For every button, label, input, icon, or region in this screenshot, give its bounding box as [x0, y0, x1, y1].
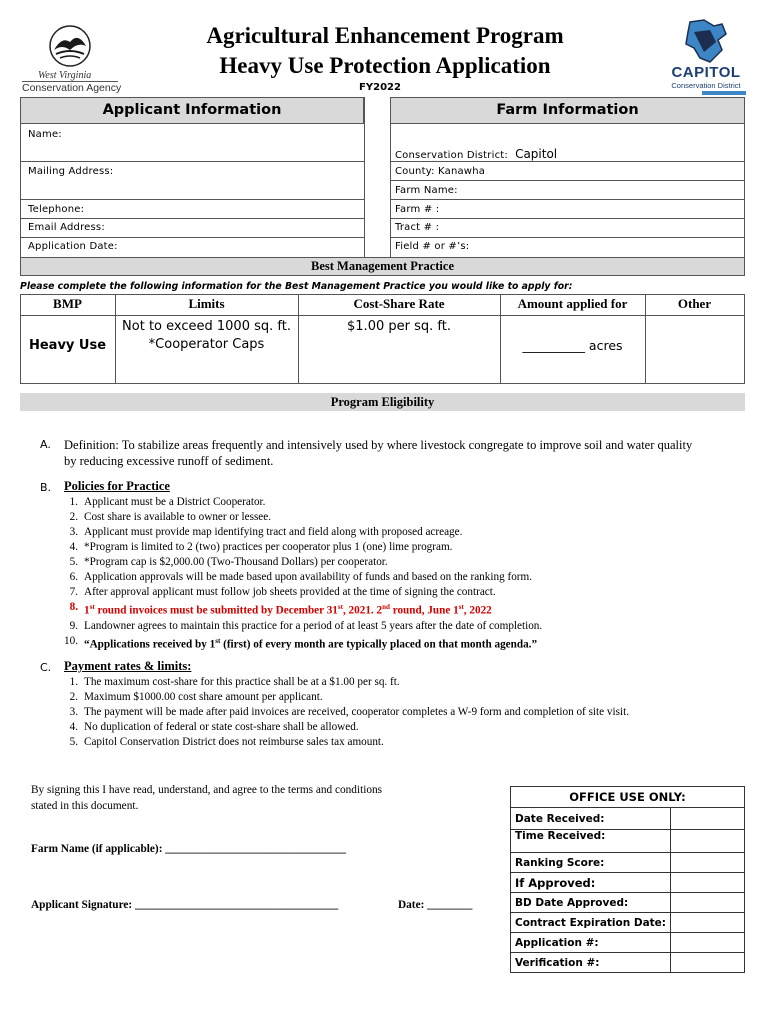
bmp-table-bottom [20, 383, 745, 384]
title-line-1: Agricultural Enhancement Program [206, 23, 564, 48]
grid-rule [20, 237, 365, 238]
application-date-label: Application Date: [28, 241, 118, 252]
policies-heading: Policies for Practice [64, 479, 170, 493]
bmp-table-header-rule [20, 315, 745, 316]
office-use-heading: OFFICE USE ONLY: [511, 787, 745, 808]
grid-border-left [20, 97, 21, 258]
bmp-row-rate: $1.00 per sq. ft. [347, 319, 451, 334]
payment-item: 3. The payment will be made after paid invoices are received, cooperator completes a W-9 form and completion of site visit. [69, 706, 629, 718]
office-row [511, 873, 745, 893]
wvca-logo-line2: Conservation Agency [22, 82, 122, 94]
field-number-label: Field # or #’s: [395, 241, 470, 252]
agreement-line-2: stated in this document. [31, 800, 139, 812]
grid-rule [390, 180, 745, 181]
office-row-label: If Approved: [511, 873, 671, 893]
wvca-emblem-icon [20, 22, 120, 74]
definition-line-1: Definition: To stabilize areas frequently and intensively used by where livestock congregate to improve soil and water quality [64, 438, 693, 452]
capitol-map-icon [664, 18, 748, 66]
conservation-district-value: Capitol [515, 147, 558, 161]
capitol-logo-line2: Conservation District [671, 81, 741, 90]
applicant-signature-field[interactable]: Applicant Signature: ____________________________________ [31, 899, 339, 911]
col-header-bmp: BMP [53, 296, 82, 311]
office-row-value[interactable] [671, 830, 745, 853]
office-row-label: Ranking Score: [511, 853, 671, 873]
office-row-label: Time Received: [511, 830, 671, 853]
payment-item: 1. The maximum cost-share for this practice shall be at a $1.00 per sq. ft. [69, 676, 400, 688]
bmp-row-practice: Heavy Use [28, 338, 107, 353]
fiscal-year: FY2022 [359, 82, 401, 93]
farm-number-label: Farm # : [395, 204, 440, 215]
office-row [511, 893, 745, 913]
office-row [511, 830, 745, 853]
policies-letter: B. [40, 481, 52, 494]
policy-item: 5. *Program cap is $2,000.00 (Two-Thousand Dollars) per cooperator. [69, 556, 388, 568]
col-header-other: Other [677, 296, 712, 311]
office-row-value[interactable] [671, 953, 745, 973]
policy-item: 6. Application approvals will be made based upon availability of funds and based on the ranking form. [69, 571, 533, 583]
grid-rule [390, 218, 745, 219]
policy-item: 3. Applicant must provide map identifying tract and field along with proposed acreage. [69, 526, 463, 538]
title-line-2: Heavy Use Protection Application [219, 53, 551, 78]
office-row-value[interactable] [671, 808, 745, 830]
grid-border-right [744, 97, 745, 258]
grid-divider-right [390, 97, 391, 258]
applicant-info-header: Applicant Information [20, 97, 364, 124]
program-eligibility-header: Program Eligibility [20, 393, 745, 411]
office-use-header-row [511, 787, 745, 808]
policy-item: 2. Cost share is available to owner or lessee. [69, 511, 272, 523]
policy-item: 7. After approval applicant must follow job sheets provided at the time of signing the contract. [69, 586, 496, 598]
capitol-logo-line1: CAPITOL [671, 64, 741, 81]
policy-item: 4. *Program is limited to 2 (two) practices per cooperator plus 1 (one) lime program. [69, 541, 453, 553]
payment-item: 2. Maximum $1000.00 cost share amount per applicant. [69, 691, 323, 703]
payment-item: 5. Capitol Conservation District does not reimburse sales tax amount. [69, 736, 384, 748]
office-row-label: Date Received: [511, 808, 671, 830]
office-row-value[interactable] [671, 853, 745, 873]
bmp-row-limit-1: Not to exceed 1000 sq. ft. [122, 319, 291, 334]
policy-item-invoice-deadlines: 8. 1st round invoices must be submitted by December 31st, 2021. 2nd round, June 1st, 2022 [69, 601, 492, 617]
bmp-instruction: Please complete the following information for the Best Management Practice you would like to apply for: [20, 281, 573, 292]
payment-item: 4. No duplication of federal or state cost-share shall be allowed. [69, 721, 359, 733]
mailing-address-label: Mailing Address: [28, 166, 114, 177]
policy-item: 1. Applicant must be a District Cooperator. [69, 496, 266, 508]
office-row-label: Contract Expiration Date: [511, 913, 671, 933]
conservation-district-row [395, 143, 557, 162]
other-field[interactable] [646, 316, 744, 383]
grid-rule [390, 199, 745, 200]
payment-letter: C. [40, 661, 52, 674]
capitol-logo-strip [702, 91, 746, 95]
email-label: Email Address: [28, 222, 105, 233]
office-row-value[interactable] [671, 873, 745, 893]
col-header-cost-share-rate: Cost-Share Rate [353, 296, 445, 311]
telephone-label: Telephone: [28, 204, 85, 215]
tract-number-label: Tract # : [395, 222, 440, 233]
farm-name-label: Farm Name: [395, 185, 458, 196]
grid-rule [390, 237, 745, 238]
payment-list [62, 675, 629, 750]
name-label: Name: [28, 129, 62, 140]
grid-divider-left [364, 97, 365, 258]
office-row [511, 853, 745, 873]
office-row [511, 913, 745, 933]
payment-heading: Payment rates & limits: [64, 659, 192, 673]
conservation-district-label: Conservation District: [395, 150, 508, 161]
grid-rule [20, 199, 365, 200]
grid-rule [20, 218, 365, 219]
bmp-section-header: Best Management Practice [20, 257, 745, 276]
grid-rule [20, 161, 365, 162]
policy-item-agenda: 10. “Applications received by 1st (first) of every month are typically placed on that month agenda.” [64, 634, 538, 651]
definition-letter: A. [40, 438, 51, 451]
office-row-value[interactable] [671, 933, 745, 953]
office-row-label: Application #: [511, 933, 671, 953]
signature-date-field[interactable]: Date: ________ [398, 899, 473, 911]
farm-name-signature-field[interactable]: Farm Name (if applicable): ________________________________ [31, 843, 347, 855]
bmp-col-rule [744, 294, 745, 384]
definition-line-2: by reducing excessive runoff of sediment. [64, 454, 274, 468]
policies-list [62, 495, 542, 652]
wvca-logo-line1: West Virginia [38, 70, 92, 81]
amount-applied-field[interactable]: __________ acres [522, 338, 623, 353]
office-row-label: Verification #: [511, 953, 671, 973]
policy-item: 9. Landowner agrees to maintain this practice for a period of at least 5 years after the date of completion. [69, 619, 543, 632]
office-row-label: BD Date Approved: [511, 893, 671, 913]
agreement-line-1: By signing this I have read, understand, and agree to the terms and conditions [31, 784, 383, 796]
wvca-logo [20, 22, 120, 94]
office-row [511, 953, 745, 973]
col-header-limits: Limits [188, 296, 225, 311]
agreement-statement [31, 782, 382, 814]
office-row [511, 808, 745, 830]
county-label: County: Kanawha [395, 166, 486, 177]
office-row-value[interactable] [671, 893, 745, 913]
capitol-logo [664, 18, 748, 98]
bmp-table-top [20, 294, 745, 295]
office-row [511, 933, 745, 953]
office-use-table [510, 786, 745, 973]
farm-info-header: Farm Information [390, 97, 745, 124]
bmp-row-limit-2: *Cooperator Caps [148, 337, 265, 352]
col-header-amount-applied: Amount applied for [517, 296, 628, 311]
office-row-value[interactable] [671, 913, 745, 933]
definition-text [64, 437, 692, 469]
